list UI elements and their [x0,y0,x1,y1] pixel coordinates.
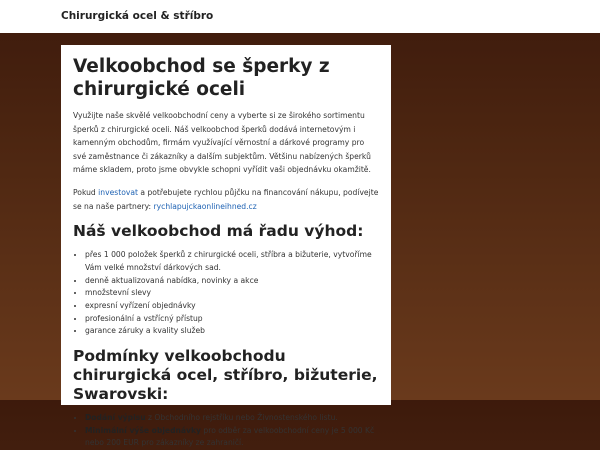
list-item: • profesionální a vstřícný přístup [85,313,379,326]
list-item [85,425,379,450]
partner-link[interactable]: rychlapujckaonlineihned.cz [153,201,257,211]
advantages-list [73,249,379,338]
loan-paragraph [73,186,379,213]
list-item [85,412,379,425]
condition-text: pro odběr za velkoobchodní ceny je 5 000 Kč nebo 200 EUR pro zákazníky ze zahraničí. [85,425,375,448]
condition-term: Minimální výše objednávky [85,425,201,435]
advantages-heading: Náš velkoobchod má řadu výhod: [73,222,364,241]
site-header [0,0,600,33]
condition-text: z Obchodního rejstříku nebo Živnostenského listu. [145,413,338,423]
article-card [61,45,391,448]
conditions-list [73,412,379,450]
conditions-heading: Podmínky velkoobchodu chirurgická ocel, stříbro, bižuterie, Swarovski: [73,347,378,404]
list-item: • přes 1 000 položek šperků z chirurgické oceli, stříbra a bižuterie, vytvoříme Vám velké množství dárkových sad. [85,249,379,274]
page-title: Velkoobchod se šperky z chirurgické oceli [73,56,330,100]
site-title-link[interactable]: Chirurgická ocel & stříbro [61,10,214,22]
list-item: • množstevní slevy [85,287,379,300]
condition-term: Dodání výpisu [85,413,146,423]
invest-link[interactable]: investovat [98,187,138,197]
list-item: • expresní vyřízení objednávky [85,300,379,313]
loan-text-before: Pokud [73,187,99,197]
list-item: • denně aktualizovaná nabídka, novinky a akce [85,275,379,288]
list-item: • garance záruky a kvality služeb [85,325,379,338]
intro-paragraph: Využijte naše skvělé velkoobchodní ceny a vyberte si ze širokého sortimentu šperků z chirurgické oceli. Náš velkoobchod šperků dodává internetovým i kamenným obchodům, firmám využívající věrnostní a dárkové programy pro své zaměstnance či zákazníky a dalším subjektům. Většinu nabízených šperků máme skladem, proto jsme obvykle schopni vyřídit vaši objednávku okamžitě. [73,111,371,175]
loan-text-middle: a potřebujete rychlou půjčku na financování nákupu, podívejte se na naše partnery: [73,187,379,211]
